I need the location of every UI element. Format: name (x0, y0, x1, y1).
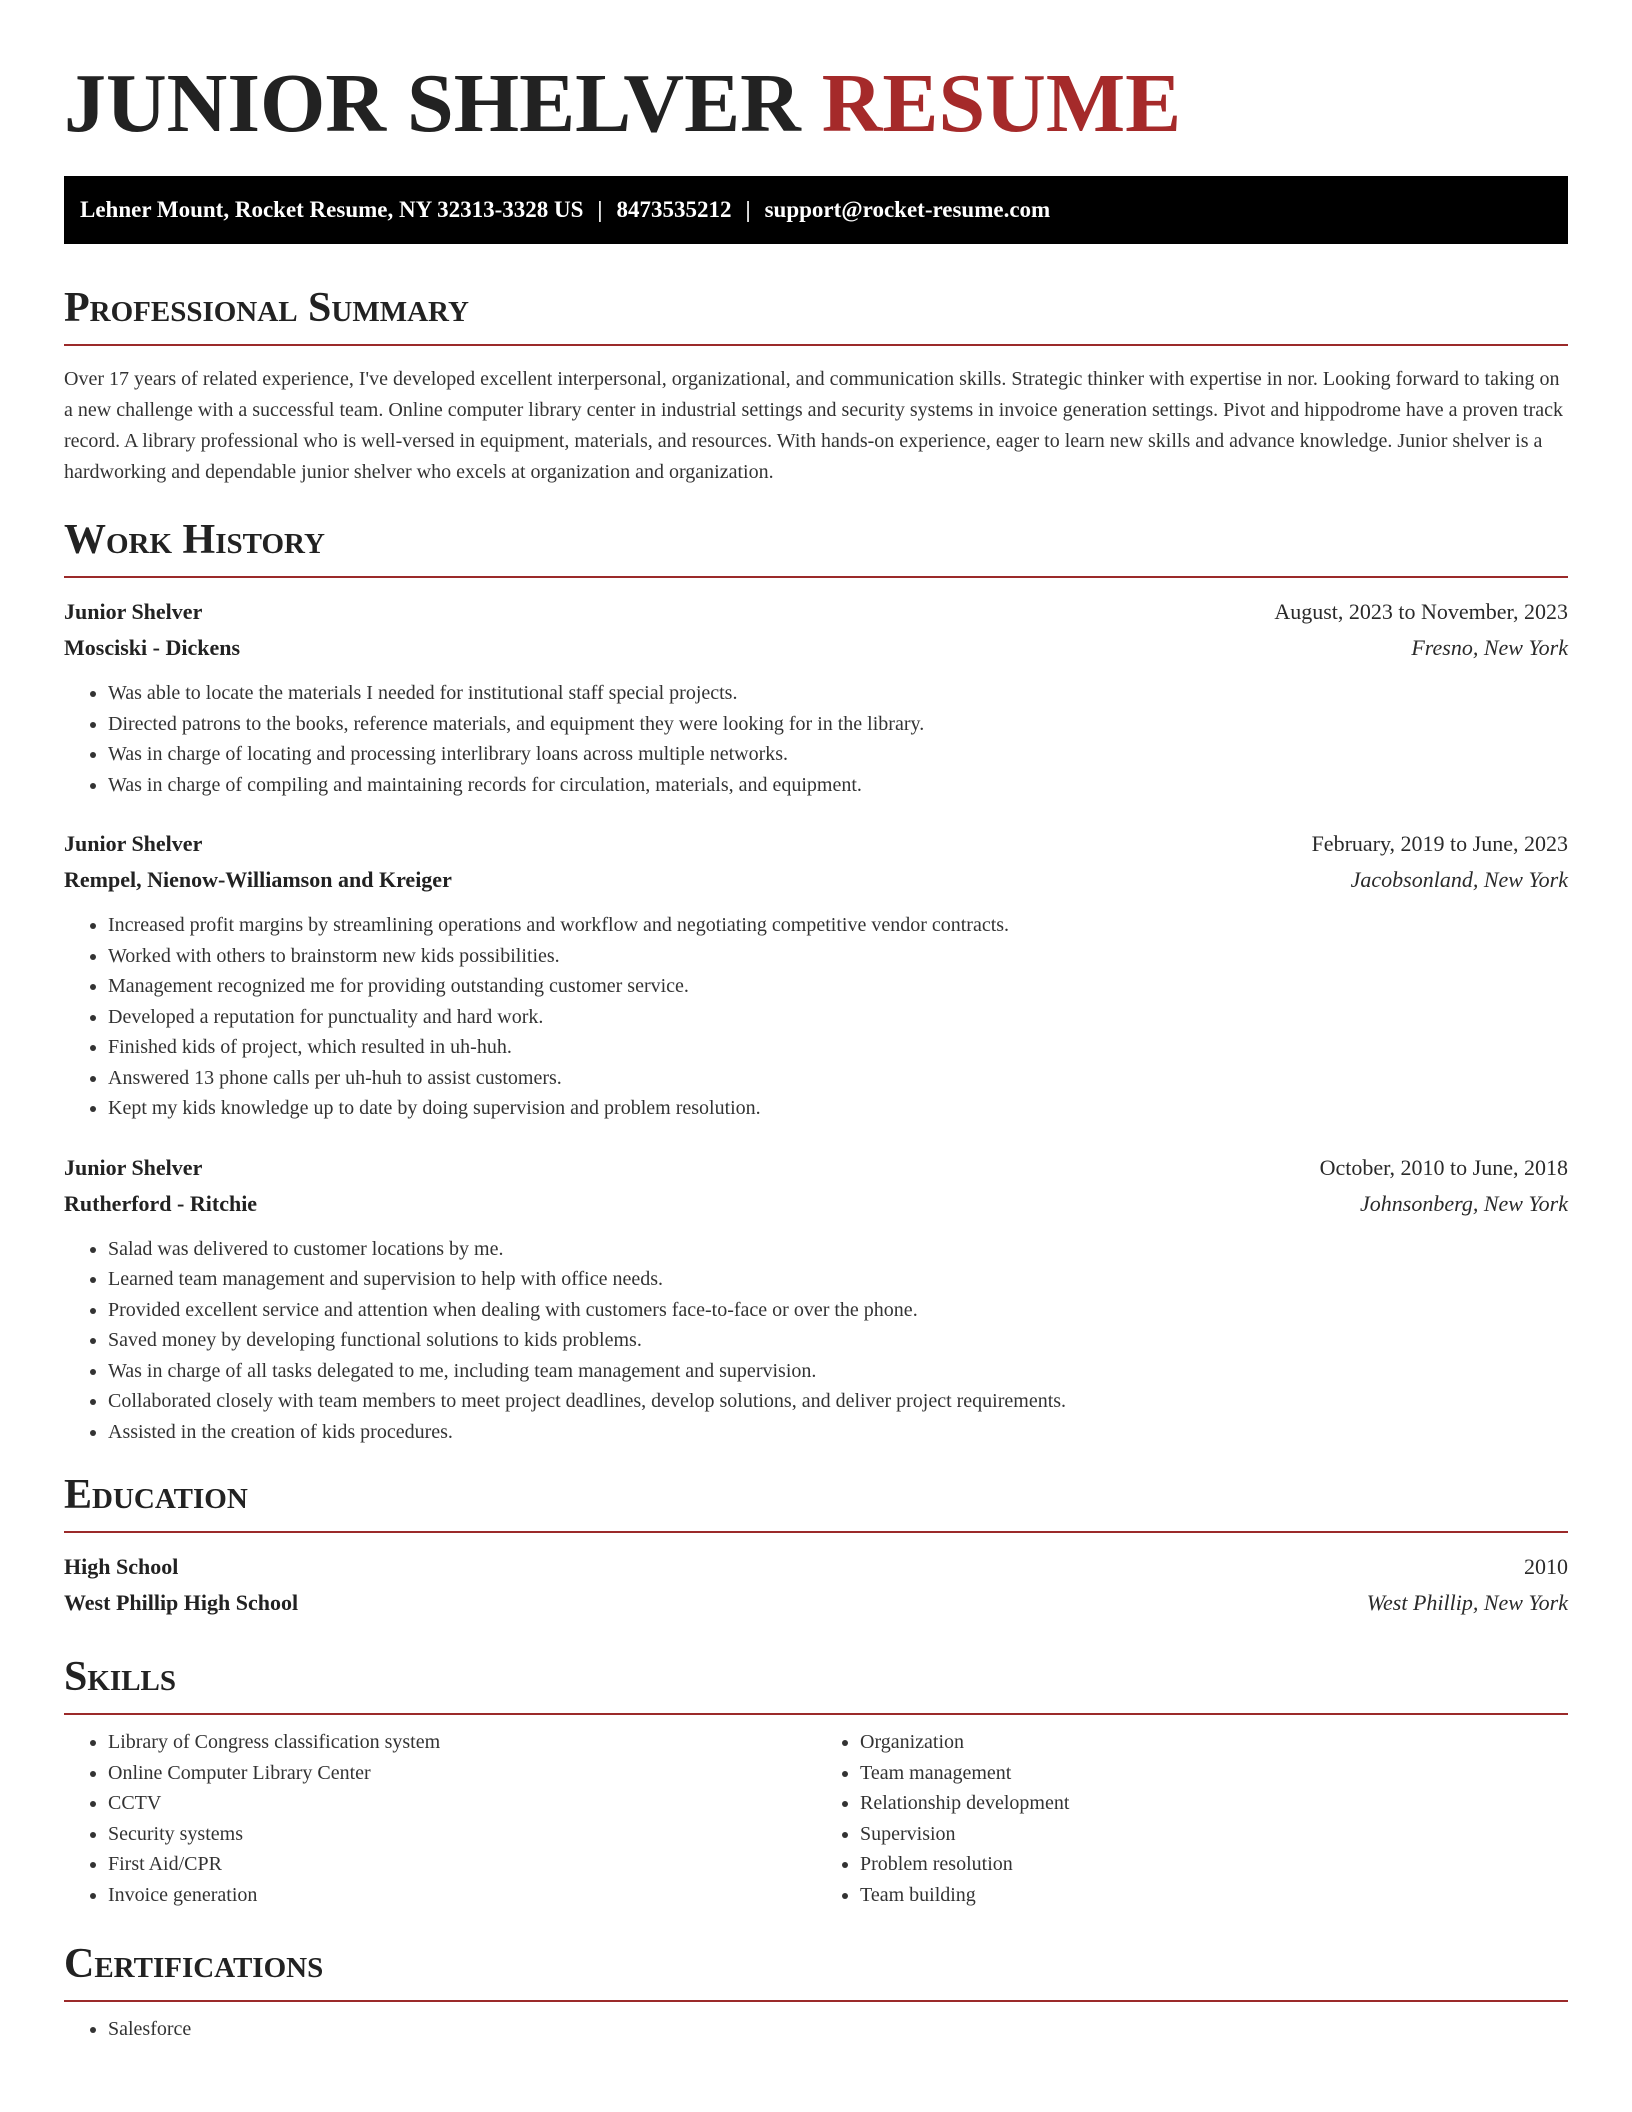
job-entry (64, 826, 1568, 1124)
section-divider (64, 2000, 1568, 2002)
job-bullet: • Developed a reputation for punctuality and hard work. (108, 1002, 1568, 1033)
job-title: Junior Shelver (64, 1154, 203, 1180)
job-bullet: • Learned team management and supervision to help with office needs. (108, 1264, 1568, 1295)
skill-item: • Problem resolution (860, 1849, 1568, 1880)
skill-item: • Relationship development (860, 1788, 1568, 1819)
job-bullet: • Was in charge of locating and processing interlibrary loans across multiple networks. (108, 739, 1568, 770)
job-dates: August, 2023 to November, 2023 (1274, 599, 1568, 624)
job-bullet: • Finished kids of project, which resulted in uh-huh. (108, 1032, 1568, 1063)
section-divider (64, 344, 1568, 346)
resume-title (64, 0, 1568, 152)
section-divider (64, 1531, 1568, 1533)
section-divider (64, 1713, 1568, 1715)
job-bullets (64, 910, 1568, 1124)
job-title-row (64, 826, 1568, 862)
job-bullet: • Provided excellent service and attention when dealing with customers face-to-face or over the phone. (108, 1295, 1568, 1326)
skills-section (64, 1651, 1568, 1910)
job-bullets (64, 678, 1568, 800)
job-bullets (64, 1234, 1568, 1448)
summary-heading: Professional Summary (64, 285, 469, 331)
job-dates: February, 2019 to June, 2023 (1311, 831, 1568, 856)
education-school-row (64, 1585, 1568, 1621)
title-main: JUNIOR SHELVER (64, 57, 801, 150)
contact-separator: | (745, 197, 751, 222)
work-section (64, 514, 1568, 1447)
contact-email: support@rocket-resume.com (764, 197, 1051, 222)
job-entry (64, 1150, 1568, 1448)
job-bullet: • Increased profit margins by streamlining operations and workflow and negotiating competitive vendor contracts. (108, 910, 1568, 941)
skill-item: • Online Computer Library Center (108, 1758, 816, 1789)
job-bullet: • Was in charge of all tasks delegated to me, including team management and supervision. (108, 1356, 1568, 1387)
job-bullet: • Assisted in the creation of kids procedures. (108, 1417, 1568, 1448)
job-bullet: • Was in charge of compiling and maintaining records for circulation, materials, and equipment. (108, 770, 1568, 801)
job-bullet: • Management recognized me for providing outstanding customer service. (108, 971, 1568, 1002)
job-title-row (64, 594, 1568, 630)
job-bullet: • Salad was delivered to customer locations by me. (108, 1234, 1568, 1265)
job-title-row (64, 1150, 1568, 1186)
job-bullet: • Answered 13 phone calls per uh-huh to assist customers. (108, 1063, 1568, 1094)
skill-item: • Team building (860, 1880, 1568, 1911)
job-company-row (64, 1186, 1568, 1222)
education-location: West Phillip, New York (1366, 1590, 1568, 1615)
job-entry (64, 594, 1568, 800)
contact-address: Lehner Mount, Rocket Resume, NY 32313-3328 US (80, 197, 584, 222)
certifications-heading: Certifications (64, 1941, 324, 1987)
skills-list-right (816, 1727, 1568, 1910)
education-entry (64, 1549, 1568, 1621)
education-school: West Phillip High School (64, 1590, 299, 1615)
section-divider (64, 576, 1568, 578)
job-bullet: • Saved money by developing functional solutions to kids problems. (108, 1325, 1568, 1356)
job-company: Rutherford - Ritchie (64, 1190, 258, 1216)
summary-text: Over 17 years of related experience, I've developed excellent interpersonal, organizational, and communication skills. Strategic thinker with expertise in nor. Looking forward to taking on a new challenge with a successful team. Online computer library center in industrial settings and security systems in invoice generation settings. Pivot and hippodrome have a proven track record. A library professional who is well-versed in equipment, materials, and resources. With hands-on experience, eager to learn new skills and advance knowledge. Junior shelver is a hardworking and dependable junior shelver who excels at organization and organization. (64, 368, 1564, 483)
certification-item: • Salesforce (108, 2014, 1568, 2045)
title-accent: RESUME (821, 57, 1182, 150)
job-location: Johnsonberg, New York (1360, 1190, 1568, 1216)
education-year: 2010 (1524, 1554, 1568, 1579)
education-degree: High School (64, 1554, 179, 1579)
education-degree-row (64, 1549, 1568, 1585)
job-location: Jacobsonland, New York (1350, 867, 1568, 892)
job-bullet: • Directed patrons to the books, reference materials, and equipment they were looking for in the library. (108, 709, 1568, 740)
job-company: Rempel, Nienow-Williamson and Kreiger (64, 867, 452, 892)
job-company-row (64, 630, 1568, 666)
skills-heading: Skills (64, 1654, 177, 1700)
resume-page (64, 0, 1568, 2045)
skill-item: • Library of Congress classification system (108, 1727, 816, 1758)
skill-item: • First Aid/CPR (108, 1849, 816, 1880)
skills-grid (64, 1727, 1568, 1910)
summary-section (64, 282, 1568, 488)
certifications-section (64, 1938, 1568, 2045)
skill-item: • Supervision (860, 1819, 1568, 1850)
skill-item: • Security systems (108, 1819, 816, 1850)
skill-item: • Invoice generation (108, 1880, 816, 1911)
job-bullet: • Collaborated closely with team members to meet project deadlines, develop solutions, and deliver project requirements. (108, 1386, 1568, 1417)
certifications-list (64, 2014, 1568, 2045)
job-bullet: • Was able to locate the materials I needed for institutional staff special projects. (108, 678, 1568, 709)
skill-item: • CCTV (108, 1788, 816, 1819)
skill-item: • Organization (860, 1727, 1568, 1758)
contact-separator: | (597, 197, 603, 222)
work-heading: Work History (64, 517, 325, 563)
job-company-row (64, 862, 1568, 898)
contact-phone: 8473535212 (616, 197, 732, 222)
skills-list-left (64, 1727, 816, 1910)
job-bullet: • Worked with others to brainstorm new kids possibilities. (108, 941, 1568, 972)
job-location: Fresno, New York (1411, 635, 1568, 660)
job-title: Junior Shelver (64, 599, 203, 624)
education-section (64, 1469, 1568, 1621)
education-heading: Education (64, 1472, 248, 1518)
job-title: Junior Shelver (64, 831, 203, 856)
skill-item: • Team management (860, 1758, 1568, 1789)
job-dates: October, 2010 to June, 2018 (1319, 1154, 1568, 1180)
job-bullet: • Kept my kids knowledge up to date by doing supervision and problem resolution. (108, 1093, 1568, 1124)
contact-bar (64, 176, 1568, 244)
job-company: Mosciski - Dickens (64, 635, 240, 660)
